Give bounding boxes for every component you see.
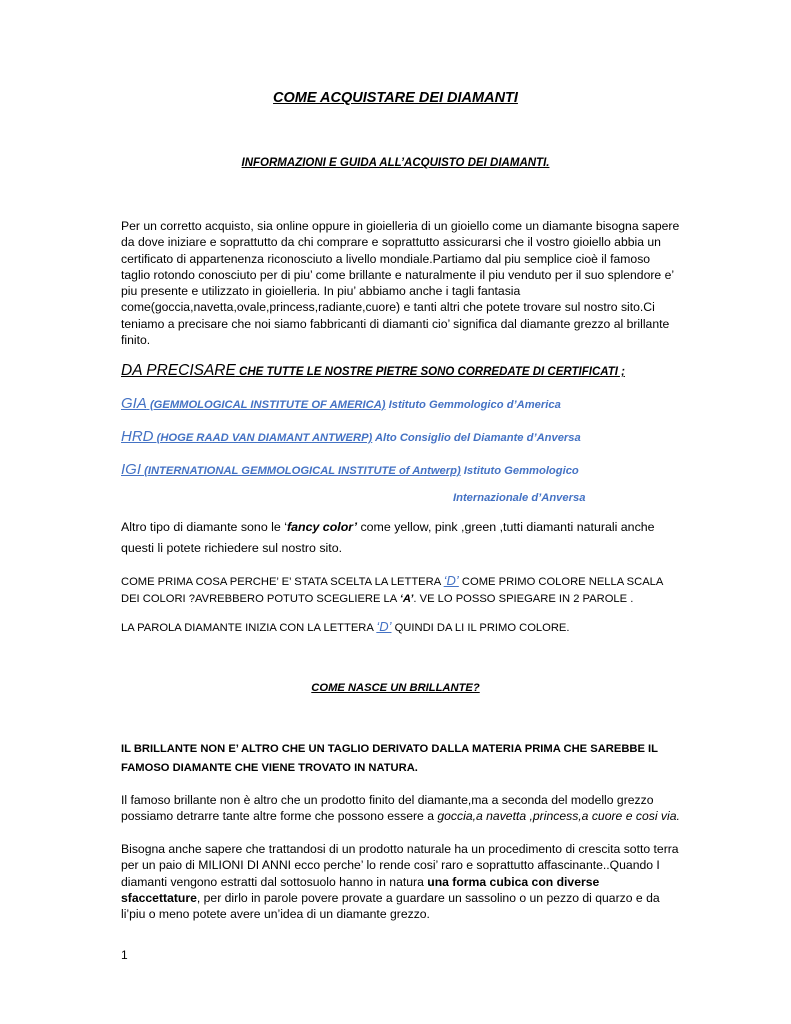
certificate-abbr: GIA (121, 395, 147, 412)
fancy-after: come yellow, pink ,green ,tutti diamanti naturali anche questi li potete richiedere sul nostro sito. (121, 520, 655, 555)
section-heading-nasce: COME NASCE UN BRILLANTE? (311, 682, 480, 694)
certificate-hrd (121, 428, 581, 445)
crescita-part1: Bisogna anche sapere che trattandosi di un prodotto naturale ha un procedimento di crescita sotto terra per un paio di MILIONI DI ANNI ecco perche’ lo rende cosi’ raro e soprattutto affascinante..Quando I diamanti vengono estratti dal sottosuolo hanno in natura (121, 842, 679, 889)
letter-d: ‘D’ (443, 573, 459, 588)
certificate-desc: Alto Consiglio del Diamante d’Anversa (372, 432, 581, 444)
page-title: COME ACQUISTARE DEI DIAMANTI (273, 90, 518, 106)
fancy-color-term: fancy color’ (287, 520, 358, 534)
color-answer-part2: QUINDI DA LI IL PRIMO COLORE. (391, 622, 570, 634)
certificate-full-name: (HOGE RAAD VAN DIAMANT ANTWERP) (153, 432, 373, 444)
page-number: 1 (121, 948, 128, 962)
certificate-full-name: (GEMMOLOGICAL INSTITUTE OF AMERICA) (146, 399, 386, 411)
fancy-before: Altro tipo di diamante sono le ‘ (121, 520, 287, 534)
famoso-paragraph (121, 792, 681, 825)
crescita-part2: , per dirlo in parole povere provate a guardare un sassolino o un pezzo di quarzo e da li’piu o meno potete avere un’idea di un diamante grezzo. (121, 890, 660, 922)
certificate-desc: Istituto Gemmologico d’America (385, 399, 561, 411)
color-question-part2: COME PRIMO COLORE NELLA SCALA DEI COLORI ?AVREBBERO POTUTO SCEGLIERE LA (121, 576, 663, 605)
color-question-part1: COME PRIMA COSA PERCHE’ E’ STATA SCELTA LA LETTERA (121, 576, 444, 588)
crescita-paragraph (121, 841, 681, 922)
certificate-igi-continuation: Internazionale d’Anversa (453, 492, 586, 504)
color-answer-part1: LA PAROLA DIAMANTE INIZIA CON LA LETTERA (121, 622, 377, 634)
letter-a: ‘A’ (399, 593, 414, 605)
famoso-shapes: goccia,a navetta ,princess,a cuore e cosi via. (437, 809, 680, 824)
certificate-abbr: HRD (121, 428, 154, 445)
brillante-heading: IL BRILLANTE NON E’ ALTRO CHE UN TAGLIO DERIVATO DALLA MATERIA PRIMA CHE SAREBBE IL FAMOSO DIAMANTE CHE VIENE TROVATO IN NATURA. (121, 743, 658, 774)
intro-paragraph: Per un corretto acquisto, sia online oppure in gioielleria di un gioiello come un diamante bisogna sapere da dove iniziare e soprattutto da chi comprare e soprattutto assicurarsi che il vostro gioiello abbia un certificato di appartenenza riconosciuto a livello mondiale.Partiamo dal piu semplice cioè il famoso taglio rotondo conosciuto per di piu’ come brillante e naturalmente il piu venduto per il suo splendore e’ piu presente e utilizzato in gioielleria. In piu’ abbiamo anche i tagli fantasia come(goccia,navetta,ovale,princess,radiante,cuore) e tanti altri che potete trovare sul nostro sito.Ci teniamo a precisare che noi siamo fabbricanti di diamanti cio’ significa dal diamante grezzo al brillante finito. (121, 219, 680, 348)
color-question-paragraph (121, 572, 681, 608)
famoso-text: Il famoso brillante non è altro che un prodotto finito del diamante,ma a seconda del modello grezzo possiamo detrarre tante altre forme che possono essere a (121, 793, 654, 824)
certificate-gia (121, 395, 561, 412)
color-answer-paragraph (121, 618, 681, 637)
certificate-igi (121, 461, 579, 478)
fancy-color-paragraph (121, 517, 681, 559)
crescita-bold: una forma cubica con diverse sfaccettature (121, 874, 600, 905)
certificate-abbr: IGI (121, 461, 142, 478)
certificate-desc: Istituto Gemmologico (460, 465, 579, 477)
precisare-lead: DA PRECISARE (121, 362, 236, 379)
color-question-part3: . VE LO POSSO SPIEGARE IN 2 PAROLE . (413, 593, 634, 605)
precisare-rest: CHE TUTTE LE NOSTRE PIETRE SONO CORREDATE DI CERTIFICATI ; (235, 366, 625, 378)
certificate-full-name: (INTERNATIONAL GEMMOLOGICAL INSTITUTE of Antwerp) (141, 465, 461, 477)
letter-d: ‘D’ (376, 619, 392, 634)
page-subtitle: INFORMAZIONI E GUIDA ALL’ACQUISTO DEI DIAMANTI. (241, 157, 550, 169)
precisare-heading (121, 362, 625, 380)
